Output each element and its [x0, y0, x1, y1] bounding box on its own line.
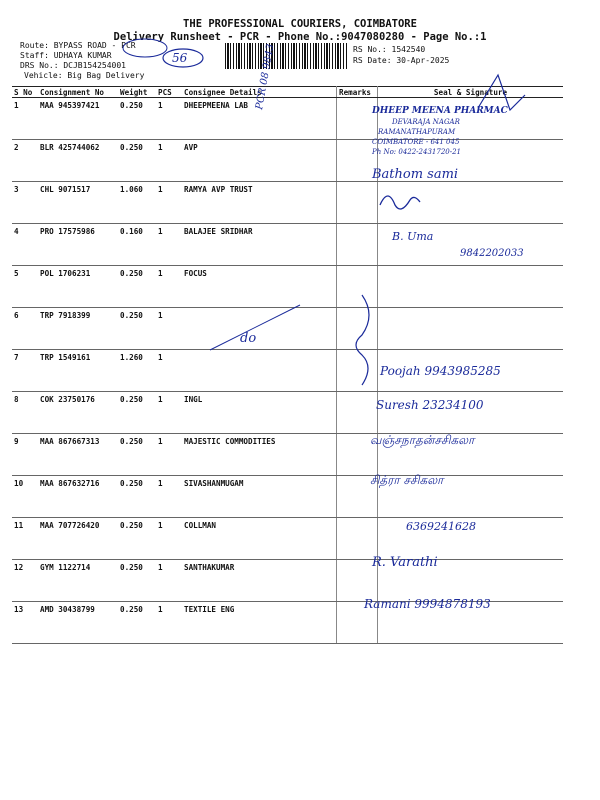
serial-number-cell: 5	[12, 266, 38, 308]
serial-number-cell: 1	[12, 98, 38, 140]
weight-cell: 1.060	[118, 182, 156, 224]
pieces-cell: 1	[156, 602, 182, 644]
weight-cell: 1.260	[118, 350, 156, 392]
table-row	[12, 224, 563, 266]
consignee-details-cell: MAJESTIC COMMODITIES	[182, 434, 337, 476]
seal-signature-cell	[378, 224, 564, 266]
serial-number-cell: 3	[12, 182, 38, 224]
table-row	[12, 602, 563, 644]
consignment-number-cell: GYM 1122714	[38, 560, 118, 602]
consignee-details-cell: SANTHAKUMAR	[182, 560, 337, 602]
phone-row12: 6369241628	[406, 520, 476, 533]
stamp-line3: RAMANATHAPURAM	[378, 128, 456, 136]
remarks-cell	[337, 476, 378, 518]
weight-cell: 0.250	[118, 98, 156, 140]
consignee-details-cell: AVP	[182, 140, 337, 182]
consignment-number-cell: TRP 7918399	[38, 308, 118, 350]
pieces-cell: 1	[156, 98, 182, 140]
phone-row4: 9842202033	[460, 248, 524, 259]
stamp-line2: DEVARAJA NAGAR	[392, 118, 460, 126]
seal-signature-cell	[378, 560, 564, 602]
consignee-details-cell: INGL	[182, 392, 337, 434]
table-row	[12, 266, 563, 308]
signature-row13: R. Varathi	[372, 555, 438, 570]
consignee-details-cell: RAMYA AVP TRUST	[182, 182, 337, 224]
drs-text: DRS No.: DCJB154254001	[20, 61, 126, 70]
serial-number-cell: 9	[12, 434, 38, 476]
consignee-details-cell: BALAJEE SRIDHAR	[182, 224, 337, 266]
pieces-cell: 1	[156, 308, 182, 350]
signature-row9: Suresh 23234100	[376, 398, 484, 412]
consignment-number-cell: MAA 945397421	[38, 98, 118, 140]
table-row	[12, 560, 563, 602]
staff-text: Staff: UDHAYA KUMAR	[20, 51, 112, 60]
serial-number-cell: 8	[12, 392, 38, 434]
seal-signature-cell	[378, 434, 564, 476]
table-header-row	[12, 87, 563, 98]
col-remarks: Remarks	[337, 87, 378, 98]
pieces-cell: 1	[156, 224, 182, 266]
weight-cell: 0.250	[118, 602, 156, 644]
runsheet-table	[12, 86, 563, 644]
remarks-cell	[337, 434, 378, 476]
pieces-cell: 1	[156, 266, 182, 308]
serial-number-cell: 13	[12, 602, 38, 644]
consignment-number-cell: MAA 867667313	[38, 434, 118, 476]
consignee-details-cell: COLLMAN	[182, 518, 337, 560]
weight-cell: 0.250	[118, 434, 156, 476]
company-title: THE PROFESSIONAL COURIERS, COIMBATORE	[183, 18, 417, 30]
seal-signature-cell	[378, 602, 564, 644]
consignee-details-cell	[182, 308, 337, 350]
consignment-number-cell: POL 1706231	[38, 266, 118, 308]
ditto-mark: do	[240, 331, 257, 346]
seal-signature-cell	[378, 518, 564, 560]
col-consignment: Consignment No	[38, 87, 118, 98]
seal-signature-cell	[378, 140, 564, 182]
consignment-number-cell: CHL 9071517	[38, 182, 118, 224]
remarks-cell	[337, 350, 378, 392]
serial-number-cell: 11	[12, 518, 38, 560]
serial-number-cell: 12	[12, 560, 38, 602]
table-row	[12, 98, 563, 140]
seal-signature-cell	[378, 392, 564, 434]
consignment-number-cell: BLR 425744062	[38, 140, 118, 182]
signature-row8: Poojah 9943985285	[380, 364, 501, 378]
serial-number-cell: 4	[12, 224, 38, 266]
pieces-cell: 1	[156, 560, 182, 602]
pieces-cell: 1	[156, 182, 182, 224]
consignee-details-cell: DHEEPMEENA LAB	[182, 98, 337, 140]
consignee-details-cell	[182, 350, 337, 392]
consignee-details-cell: FOCUS	[182, 266, 337, 308]
table-row	[12, 434, 563, 476]
table-row	[12, 140, 563, 182]
remarks-cell	[337, 266, 378, 308]
weight-cell: 0.250	[118, 392, 156, 434]
serial-number-cell: 10	[12, 476, 38, 518]
signature-row14: Ramani 9994878193	[364, 597, 491, 611]
signature-row11: சித்ரா சசிகலா	[370, 473, 444, 487]
weight-cell: 0.250	[118, 476, 156, 518]
table-row	[12, 518, 563, 560]
pieces-cell: 1	[156, 392, 182, 434]
pieces-cell: 1	[156, 518, 182, 560]
vehicle-text: Vehicle: Big Bag Delivery	[24, 71, 145, 80]
consignment-number-cell: MAA 707726420	[38, 518, 118, 560]
table-row	[12, 308, 563, 350]
stamp-line5: Ph No: 0422-2431720-21	[372, 148, 461, 156]
stamp-name: DHEEP MEENA PHARMAC	[372, 106, 508, 116]
signature-row10: வஞ்சநாதன்சசிகலா	[370, 433, 475, 447]
seal-signature-cell	[378, 266, 564, 308]
remarks-cell	[337, 392, 378, 434]
remarks-cell	[337, 602, 378, 644]
col-signature: Seal & Signature	[378, 87, 564, 98]
vertical-note: PCR 08 9843	[254, 43, 277, 111]
seal-signature-cell	[378, 476, 564, 518]
weight-cell: 0.250	[118, 560, 156, 602]
stamp-line4: COIMBATORE - 641 045	[372, 138, 460, 146]
seal-signature-cell	[378, 308, 564, 350]
weight-cell: 0.250	[118, 308, 156, 350]
remarks-cell	[337, 308, 378, 350]
pieces-cell: 1	[156, 476, 182, 518]
remarks-cell	[337, 518, 378, 560]
table-row	[12, 350, 563, 392]
circle-mark	[163, 49, 203, 67]
consignment-number-cell: AMD 30438799	[38, 602, 118, 644]
col-sno: S No	[12, 87, 38, 98]
remarks-cell	[337, 182, 378, 224]
serial-number-cell: 6	[12, 308, 38, 350]
runsheet-subtitle: Delivery Runsheet - PCR - Phone No.:9047080280 - Page No.:1	[113, 31, 487, 43]
remarks-cell	[337, 224, 378, 266]
consignee-details-cell: TEXTILE ENG	[182, 602, 337, 644]
pieces-cell: 1	[156, 350, 182, 392]
circled-count: 56	[172, 51, 188, 65]
seal-signature-cell	[378, 98, 564, 140]
runsheet-meta	[20, 41, 144, 81]
consignment-number-cell: COK 23750176	[38, 392, 118, 434]
consignee-details-cell: SIVASHANMUGAM	[182, 476, 337, 518]
col-pcs: PCS	[156, 87, 182, 98]
consignment-number-cell: MAA 867632716	[38, 476, 118, 518]
seal-signature-cell	[378, 350, 564, 392]
consignment-number-cell: TRP 1549161	[38, 350, 118, 392]
table-row	[12, 392, 563, 434]
signature-row2: Bathom sami	[372, 167, 459, 182]
barcode	[225, 43, 347, 69]
pieces-cell: 1	[156, 434, 182, 476]
route-text: Route: BYPASS ROAD - PCR	[20, 41, 136, 50]
signature-row4: B. Uma	[392, 230, 434, 243]
rs-number: RS No.: 1542540	[353, 45, 426, 54]
consignment-number-cell: PRO 17575986	[38, 224, 118, 266]
weight-cell: 0.250	[118, 266, 156, 308]
weight-cell: 0.160	[118, 224, 156, 266]
pieces-cell: 1	[156, 140, 182, 182]
col-weight: Weight	[118, 87, 156, 98]
table-row	[12, 476, 563, 518]
serial-number-cell: 2	[12, 140, 38, 182]
remarks-cell	[337, 560, 378, 602]
remarks-cell	[337, 140, 378, 182]
weight-cell: 0.250	[118, 518, 156, 560]
seal-signature-cell	[378, 182, 564, 224]
remarks-cell	[337, 98, 378, 140]
rs-date: RS Date: 30-Apr-2025	[353, 56, 450, 65]
rs-info	[353, 44, 449, 66]
weight-cell: 0.250	[118, 140, 156, 182]
serial-number-cell: 7	[12, 350, 38, 392]
col-consignee: Consignee Details	[182, 87, 337, 98]
table-row	[12, 182, 563, 224]
